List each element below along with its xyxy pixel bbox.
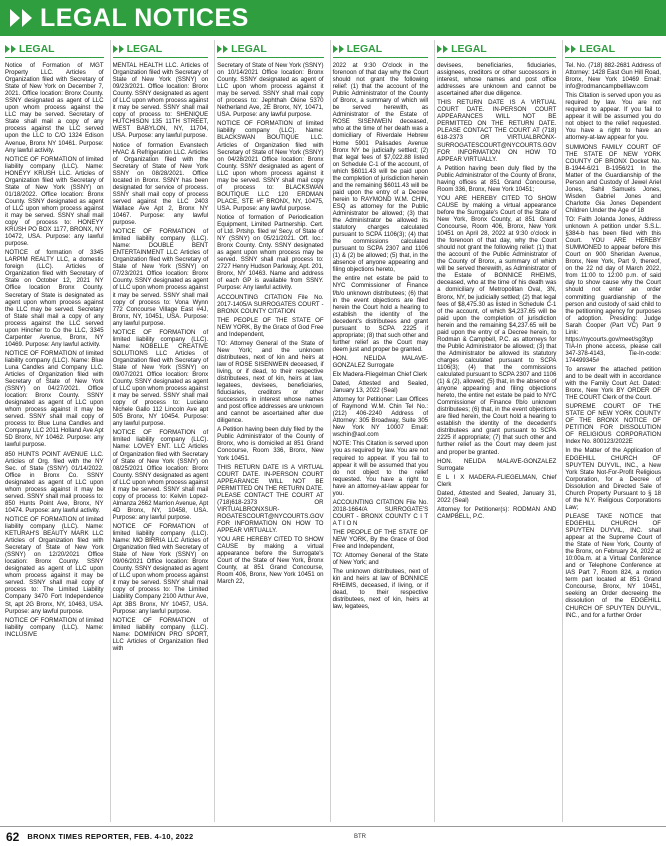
section-label: LEGAL	[126, 42, 163, 55]
legal-notice: Notice of Formation of MGT Property LLC. Articles of Organization filed with Secretary of State of New York on December 7, 2021. Office location: Bronx County. SSNY designated as agent of LLC upon whom process against the LLC may be served. Secretary of State shall mail a copy of any process against the LLC served upon the LLC to C/O 1324 Edison Avenue, Bronx NY 10461. Purpose: Any lawful activity.	[5, 62, 104, 154]
legal-notice: ACCOUNTING CITATION File No. 2018-1664/A SURROGATE'S COURT - BRONX COUNTY C I T A T I O N	[332, 498, 429, 527]
legal-notice: the entire net estate be paid to NYC Commissioner of Finance f/b/o unknown distributees; (6) that in the event objections are filed herein the Court hold a hearing to establish the identity of the decedent's distributees and grant pursuant to SCPA 2225 if appropriate; (8) that such other and further relief as the Court may deem just and proper be granted.	[332, 275, 429, 353]
legal-notice: A Petition having been duly filed by the Public Administrator of the County of Bronx, who is domiciled at 851 Grand Concourse, Room 336, Bronx, New York 10451.	[217, 426, 324, 462]
section-label: LEGAL	[451, 42, 487, 55]
section-label: LEGAL	[579, 42, 615, 55]
legal-notice: To answer the attached petition and to be dealt with in accordance with the Family Court Act. Dated: Bronx, New York BY ORDER OF THE COURT Clerk of the Court.	[565, 365, 661, 402]
notice-column	[434, 40, 556, 822]
legal-notice: devisees, beneficiaries, fiduciaries, assignees, creditors or other successors in interest, whose names and post office addresses are unknown and cannot be ascertained after due diligence.	[437, 62, 557, 98]
legal-notice: TO: Faith Jolanda Jones, Address unknown A petition under S.S.L. §384-b has been filed with this Court. YOU ARE HEREBY SUMMONED to appear before this Court on 900 Sheridan Avenue, Bronx, New York, Part 9, thereof, on the 22 nd day of March 2022, from 11:00 to 12:00 p.m. of said day to show cause why the Court should not enter an order committing guardianship of the person and custody of said child to the petitioning agency for purposes of adoption. Presiding: Judge Sarah Cooper (Part VC) Part 9 Link: https://nycourts.gov/meet/sg3typ TIA-In phone access, please call 347-378-4143, Tie-In-code: 174499345#	[565, 215, 661, 364]
legal-notice: Attorney for Petitioner: Law Offices of Raymond W.M. Chin Tel No.: (212) 406-2240 Address of Attorney: 305 Broadway, Suite 305 New York NY 10007 Email: wschin@aol.com	[332, 396, 429, 439]
legal-notice: This Citation is served upon you as required by law. You are not required to appear. If you fail to appear it will be assumed you do not object to the relief requested. You have a right to have an attorney-at-law appear for you.	[565, 92, 661, 142]
legal-notice: THE PEOPLE OF THE STATE OF NEW YORK, By the Grace of God Free and Independent,	[217, 316, 324, 338]
legal-notice: NOTICE OF FORMATION of limited liability company (LLC). Name: MO BIRRIA LLC Articles of Organization filed with Secretary of State of New York (SSNY) on 09/06/2021 Office location: Bronx County. SSNY designated as agent of LLC upon whom process against it may be served. SSNY shall mail copy of process to: The Limited Liability Company 2100 Arthur Ave, Apt 3BS Bronx, NY 10457, USA. Purpose: any lawful purpose.	[112, 523, 209, 615]
legal-notice: HON. NELIDA MALAVE-GONZALEZ Surrogate	[332, 354, 429, 369]
section-header	[5, 40, 104, 58]
legal-notice: YOU ARE HEREBY CITED TO SHOW CAUSE by making a virtual appearance before the Surrogate's Court of the State of New York, Bronx County, at 851 Grand Concourse, Room 406, Bronx, New York 10451 on March 22,	[217, 536, 324, 586]
chevron-right-icon	[333, 45, 344, 53]
legal-notice: E L I X MADERA-FLIEGELMAN, Chief Clerk	[437, 473, 557, 488]
section-header	[565, 40, 661, 58]
section-header	[113, 40, 209, 58]
legal-notice: PLEASE TAKE NOTICE that EDGEHILL CHURCH OF SPUYTEN DUYVIL, INC. shall appear at the Supreme Court of the State of New York, County of the Bronx, on February 24, 2022 at 10:00a.m. at a Virtual Conference and or Telephone Conference at IAS Part 7, Room 824, a motion term part located at 851 Grand Concourse, Bronx, NY 10451, seeking an Order decreeing the dissolution of the EDGEHILL CHURCH OF SPUYTEN DUYVIL, INC., and for a further Order	[565, 512, 661, 619]
chevron-right-icon	[113, 45, 124, 53]
chevron-right-icon	[565, 45, 576, 53]
notice-column	[214, 40, 323, 822]
legal-notice: ACCOUNTING CITATION File No. 2017-1405/A SURROGATES COURT - BRONX COUNTY CITATION	[217, 293, 324, 315]
notice-columns	[5, 40, 661, 822]
legal-notice: NOTE: This Citation is served upon you as required by law. You are not required to appear. If you fail to appear it will be assumed that you do not object to the relief requested. You have a right to have an attorney-at-law appear for you.	[332, 440, 429, 497]
section-label: LEGAL	[231, 42, 267, 55]
chevron-right-icon	[10, 9, 32, 27]
legal-notice: NOTICE OF FORMATION of limited liability company (LLC). Name: INCLUSIVE	[5, 616, 104, 638]
legal-notice: NOTICE OF FORMATION of limited liability company (LLC). Name: KETURAH'S BEAUTY MARK LLC Articles of Organization filed with Secretary of State of New York (SSNY) on 12/20/2021 Office location: Bronx County. SSNY designated as agent of LLC upon whom process against it may be served. SSNY shall mail copy of process to: The Limited Liability Company 3470 Fort Independence St, apt 2G Bronx, NY, 10463, USA. Purpose: any lawful purpose.	[5, 515, 104, 615]
legal-notice: Dated, Attested and Sealed, January 13, 2022 (Seal)	[332, 380, 429, 395]
section-header	[437, 40, 556, 58]
notice-column	[5, 40, 104, 822]
legal-notice: The unknown distributees, next of kin and heirs at law of BONNICE RHEIMS, deceased, if living, or if dead, to their respective distributees, next of kin, heirs at law, legatees,	[332, 568, 429, 611]
section-label: LEGAL	[346, 42, 383, 55]
chevron-right-icon	[217, 45, 228, 53]
page-number: 62	[6, 829, 20, 844]
legal-notice: 2022 at 9:30 O'clock in the forenoon of that day why the Court should not grant the following relief: (1) that the account of the Public Administrator of the County of Bronx, a summary of which will be served herewith, as Administrator of the Estate of ROSE SISENWEIN deceased, who at the time of her death was a domiciliary of Riverdale Hebrew Home 5901 Palisades Avenue Bronx NY be judicially settled; (2) that legal fees of $7,022.88 listed on Schedule C-1 of the account, of which $6011.43 will be paid upon the completion of jurisdiction herein and the remaining $6011.43 will be paid upon the entry of a Decree herein to RAYMOND W.M. CHIN, ESQ as attorney for the Public Administrator be allowed; (3) that the Administrator be allowed its statutory charges calculated pursuant to SCPA 1106(3); (4) that the commissions calculated pursuant to SCPA 2307 and 1106 (1) & (2) be allowed; (5) that, in the absence of anyone appearing and filing objections hereto,	[332, 62, 429, 274]
legal-notice: TO: Attorney General of the State of New York; and the unknown distributees, next of kin and heirs at law of ROSE SISENWEIN deceased, if living, or if dead, to their respective distributees, next of kin, heirs at law, legatees, devisees, beneficiaries, fiduciaries, creditors or other successors in interest whose names and post office addresses are unknown and cannot be ascertained after due diligence.	[217, 339, 324, 425]
legal-notice: NOTICE OF FORMATION of limited liability company (LLC). Name: DOUBLE BENT ENTERTAINMENT LLC Articles of Organization filed with Secretary of State of New York (SSNY) on 07/23/2021 Office location: Bronx County. SSNY designated as agent of LLC upon whom process against it may be served. SSNY shall mail copy of process to: Vona Wynn 772 Concourse Village East #4J, Bronx, NY, 10451, USA. Purpose: any lawful purpose.	[112, 228, 209, 327]
legal-notice: TO: Attorney General of the State of New York; and	[332, 552, 429, 567]
chevron-right-icon	[437, 45, 448, 53]
legal-notice: MENTAL HEALTH LLC. Articles of Organization filed with Secretary of State of New York (SSNY) on 09/23/2021. Office location: Bronx County. SSNY designated as agent of LLC upon whom process against it may be served. SSNY shall mail copy of process to: SHENIQUE HUTCHISON 135 11TH STREET, WEST BABYLON, NY, 11704, USA. Purpose: any lawful purpose.	[112, 62, 209, 140]
page-footer	[0, 826, 666, 846]
legal-notice: A Petition having been duly filed by the Public Administrator of the County of Bronx, having offices at 851 Grand Concourse, Room 336, Bronx, New York 10451;	[437, 164, 557, 193]
legal-notice: NOTICE OF FORMATION of limited liability company (LLC). Name: HONEYY KRUSH LLC. Articles of Organization filed with Secretary of State of New York (SSNY) on 01/18/2022. Office location: Bronx County. SSNY designated as agent of LLC upon whom process against it may be served. SSNY shall mail copy of process to: HONEYY KRUSH PO BOX 1177, BRONX, NY 10472, USA. Purpose: any lawful purpose.	[5, 155, 104, 248]
legal-notice: NOTICE OF FORMATION of limited liability company (LLC). Name: NOBELLE CREATIVE SOLUTIONS LLC Articles of Organization filed with Secretary of State of New York (SSNY) on 09/07/2021 Office location: Bronx County. SSNY designated as agent of LLC upon whom process against it may be served. SSNY shall mail copy of process to: Luciano Nichele Gallo 112 Lincoln Ave apt 505 Bronx, NY 10454. Purpose: any lawful purpose.	[112, 328, 209, 428]
legal-notice: THIS RETURN DATE IS A VIRTUAL COURT DATE. IN-PERSON COURT APPEARANCE WILL NOT BE PERMITTED ON THE RETURN DATE. PLEASE CONTACT THE COURT AT (718)618-2373 OR VIRTUALBRONXSUR-ROGATESCOURT@NYCOURTS.GOV FOR INFORMATION ON HOW TO APPEAR VIRTUALLY.	[217, 463, 324, 534]
legal-notice: THE PEOPLE OF THE STATE OF NEW YORK, By the Grace of God Free and Independent,	[332, 529, 429, 551]
legal-notice: SUPREME COURT OF THE STATE OF NEW YORK COUNTY OF THE BRONX NOTICE OF PETITION FOR DISSOLUTION OF RELIGIOUS CORPORATION Index No. 800123/2022E	[565, 403, 661, 446]
notice-column	[110, 40, 209, 822]
legal-notice: THIS RETURN DATE IS A VIRTUAL COURT DATE. IN-PERSON COURT APPEARANCES WILL NOT BE PERMITTED ON THE RETURN DATE. PLEASE CONTACT THE COURT AT (718) 618-2373 OR VIRTUALBRONX-SURROGATESCOURT@NYCOURTS.GOV FOR INFORMATION ON HOW TO APPEAR VIRTUALLY.	[437, 99, 557, 163]
section-header	[217, 40, 323, 58]
legal-notice: Attorney for Petitioner(s): RODMAN AND CAMPBELL, P.C.	[437, 505, 557, 520]
page-title: LEGAL NOTICES	[40, 3, 249, 32]
legal-notice: NOTICE OF FORMATION of limited liability company (LLC). Name: Blue Luna Candles and Company LLC. Articles of Organization filed with Secretary of State of New York (SSNY) on 04/27/2021. Office location: Bronx County. SSNY designated as agent of LLC upon whom process against it may be served. SSNY shall mail copy of process to: Blue Luna Candles and Company LLC 2011 Holland Ave Apt 5D Bronx, NY 10462. Purpose: any lawful purpose.	[5, 349, 104, 449]
legal-notice: NOTICE OF FORMATION of limited liability company (LLC). Name: LOVEY ENT. LLC Articles of Organization filed with Secretary of State of New York (SSNY) on 08/25/2021 Office location: Bronx County. SSNY designated as agent of LLC upon whom process against it may be served. SSNY shall mail copy of process to: Kelvin Lopez-Almanza 2662 Marrion Avenue, Apt 4D Bronx, NY, 10458, USA. Purpose: any lawful purpose.	[112, 429, 209, 521]
legal-notice: Secretary of State of New York (SSNY) on 10/14/2021 Office location: Bronx County. SSNY designated as agent of LLC upon whom process against it may be served. SSNY shall mail copy of process to: Jephthah Okine 5370 Netherland Ave, 2E Bronx, NY, 10471, USA. Purpose: any lawful purpose.	[217, 62, 324, 119]
legal-notice: Tel. No. (718) 882-2681 Address of Attorney: 1428 East Gun Hill Road, Bronx, New York 10469 Email: info@rodmancampbelllaw.com	[565, 62, 661, 91]
legal-notice: NOTICE OF FORMATION of limited liability company (LLC). Name: DOMINION PRO SPORT, LLC Articles of Organization filed with	[112, 616, 209, 652]
legal-notice: SUMMONS FAMILY COURT OF THE STATE OF NEW YORK COUNTY OF BRONX Docket No. B-1944-6/21 B-1956/21 In the Matter of the Guardianship of the Person and Custody of Jewel Ariel Jones, Sahil Samuels Jones, Wisden Gabriel Jones and Charlotte Gia Jones Dependent Children Under the Age of 18	[565, 143, 661, 214]
notice-column	[330, 40, 429, 822]
publication-line: BRONX TIMES REPORTER, FEB. 4-10, 2022	[27, 832, 194, 841]
legal-notice: NOTICE of formation of 3345 LARPIM REALTY LLC, a domestic foreign (LLC). Articles of Organization filed with Secretary of State on October 12, 2021 NY Office location Bronx County. Secretary of State is designated as agent upon whom process against the LLC may be served. Secretary of State shall mail a copy of any process against the LLC served upon Hincher to Co the LLC, 3345 Carpenter Avenue, Bronx, NY 10469. Purpose: Any lawful activity.	[5, 249, 104, 348]
legal-notices-banner	[0, 0, 666, 36]
legal-notice: NOTICE OF FORMATION of limited liability company (LLC). Name: BLACKSWAN BOUTIQUE LLC. Articles of Organization filed with Secretary of State of New York (SSNY) on 04/28/2021 Office location: Bronx County. SSNY designated as agent of LLC upon whom process against it may be served. SSNY shall mail copy of process to: BLACKSWAN BOUTIQUE LLC 120 ERDMAN PLACE, STE #F BRONX, NY, 10475, USA. Purpose: any lawful purpose.	[217, 120, 324, 212]
publication-code: BTR	[354, 833, 366, 840]
notice-column	[562, 40, 661, 822]
legal-notice: HON. NELIDA MALAVE-GONZALEZ Surrogate	[437, 457, 557, 472]
section-label: LEGAL	[19, 42, 55, 55]
chevron-right-icon	[5, 45, 16, 53]
legal-notice: Elx Madera-Fliegelman Chief Clerk	[332, 371, 428, 379]
legal-notice: Dated, Attested and Sealed, January 31, 2022 (Seal)	[437, 489, 557, 504]
legal-notice: YOU ARE HEREBY CITED TO SHOW CAUSE by making a virtual appearance before the Surrogate's Court of the State of New York, Bronx County, at 851 Grand Concourse, Room 406, Bronx, New York 10451 on April 28, 2022 at 9:30 o'clock in the forenoon of that day, why the Court should not grant the following relief: (1) that the account of the Public Administrator of the County of Bronx, a summary of which will be served therewith, as Administrator of the Estate of BONNICE RHEIMS, deceased, who at the time of his death was a domiciliary of Metropolitan Oval, 3N, Bronx, NY, be judicially settled; (2) that legal fees of $8,475.30 as listed in Schedule C-1 of the account, of which $4,237.65 will be paid upon the completion of jurisdiction herein and the remaining $4,237.65 will be paid upon the entry of a Decree herein, to Rodman & Campbell, P.C. as attorneys for the Public Administrator be allowed; (3) that the Administrator be allowed its statutory charges calculated pursuant to SCPA 1106(3); (4) that the commissions calculated pursuant to SCPA 2307 and 1106 (1) & (2), allowed; (5) that, in the absence of anyone appearing and filing objections hereto, the entire net estate be paid to NYC Commissioner of Finance f/b/o unknown distributees; (6) that, in the event objections are filed herein, the Court hold a hearing to establish the identity of the decedent's distributees and grant pursuant to SCPA 2225 if appropriate; (7) that such other and further relief as the Court may deem just and proper be granted.	[437, 194, 557, 456]
legal-notice: Notice of formation of Periodication Equipment, Limited Partnership. Cert. of Ltd. Prtshp. filed w/ Secy. of State of NY (SSNY) on 05/21/2021. Off. loc.: Bronx County. Cnty. SSNY designated as agent upon whom process may be served. SSNY shall mail process to: 2727 Henry Hudson Parkway, Apt. 201, Bronx, NY 10463. Name and address of each GP is available from SSNY. Purpose: Any lawful activity.	[217, 213, 324, 292]
legal-notice: 850 HUNTS POINT AVENUE LLC. Articles of Org. filed with the NY Sec. of State (SSNY) 01/14/2022. Office in Bronx Co. SSNY designated as agent of LLC upon whom process against it may be served. SSNY shall mail process to: 850 Hunts Point Ave, Bronx, NY 10474. Purpose: any lawful activity.	[5, 450, 104, 514]
legal-notice: Notice of formation Evanstech HVAC & Refrigeration LLC. Articles of Organization filed with the Secretary of State of New York SSNY on 08/28/2021. Office located in Bronx. SSNY has been designated for service of process. SSNY shall mail copy of process served against the LLC 2403 Wallace Ave Apt 2, Bronx NY 10467. Purpose: any lawful purpose.	[112, 141, 209, 227]
section-header	[333, 40, 429, 58]
legal-notice: In the Matter of the Application of EDGEHILL CHURCH OF SPUYTEN DUYVIL, INC., a New York State Not-For-Profit Religious Corporation, for a Decree of Dissolution and Directed Sale of Church Property Pursuant to § 18 of the N.Y. Religious Corporations Law;	[565, 447, 661, 511]
